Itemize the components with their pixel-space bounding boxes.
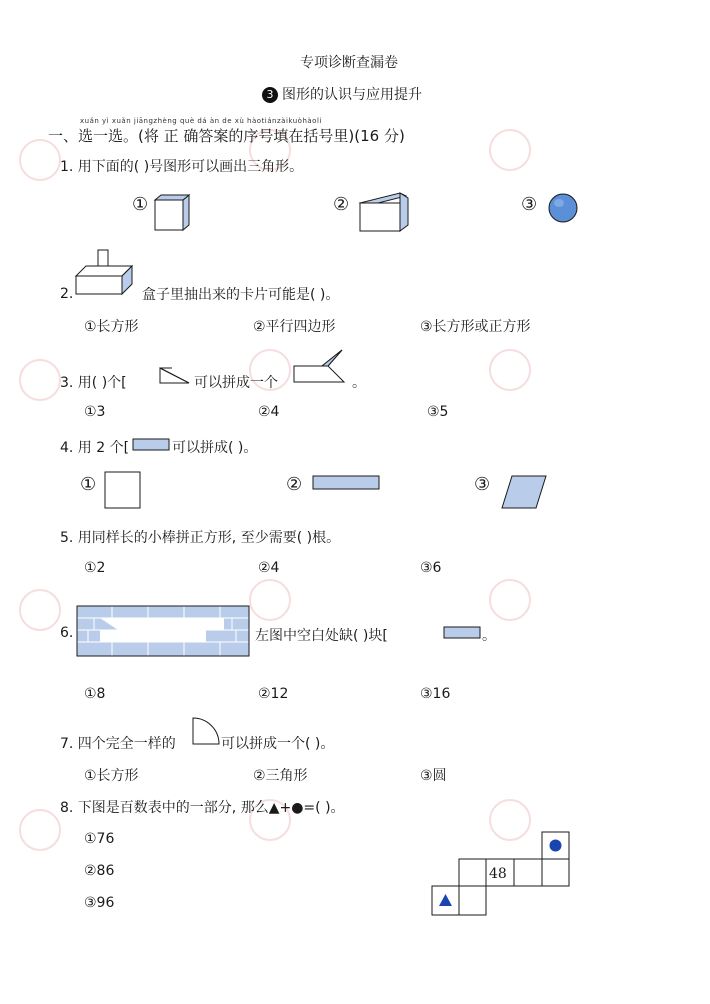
q7-option-1: ①长方形 <box>84 768 139 784</box>
question-6-number: 6. <box>60 625 74 641</box>
q4-option-3: ③ <box>474 474 491 495</box>
composite-shape <box>292 348 352 384</box>
question-2: 盒子里抽出来的卡片可能是( )。 <box>142 287 340 303</box>
question-3-mid: 可以拼成一个 <box>194 375 278 391</box>
q1-option-2: ② <box>333 194 350 215</box>
quarter-circle-shape <box>191 716 221 746</box>
question-2-number: 2. <box>60 286 74 302</box>
heading-pinyin: xuǎn yì xuǎn jiāngzhèng què dá àn de xù hàotiánzàikuòhàoli <box>80 117 322 125</box>
question-3-end: 。 <box>352 375 366 391</box>
triangular-prism-shape <box>358 193 418 233</box>
q3-option-2: ②4 <box>258 404 280 420</box>
q3-option-1: ①3 <box>84 404 106 420</box>
q6-brick <box>442 625 482 641</box>
q4-option-2: ② <box>286 474 303 495</box>
q6-option-1: ①8 <box>84 686 106 702</box>
q1-option-3: ③ <box>521 194 538 215</box>
question-1: 1. 用下面的( )号图形可以画出三角形。 <box>60 159 304 175</box>
q5-option-1: ①2 <box>84 560 106 576</box>
q3-option-3: ③5 <box>427 404 449 420</box>
q6-option-3: ③16 <box>420 686 451 702</box>
question-7-pre: 7. 四个完全一样的 <box>60 736 176 752</box>
unit-number-badge: 3 <box>262 87 278 103</box>
blue-dot-icon <box>550 840 562 852</box>
question-5: 5. 用同样长的小棒拼正方形, 至少需要( )根。 <box>60 530 341 546</box>
page-title: 专项诊断查漏卷 <box>300 55 398 71</box>
question-8: 8. 下图是百数表中的一部分, 那么▲+●=( )。 <box>60 800 345 816</box>
unit-title: 图形的认识与应用提升 <box>282 87 422 103</box>
q6-option-2: ②12 <box>258 686 289 702</box>
q5-option-3: ③6 <box>420 560 442 576</box>
q7-option-3: ③圆 <box>420 768 447 784</box>
q8-option-1: ①76 <box>84 831 115 847</box>
right-triangle-shape <box>158 366 192 386</box>
q2-box-shape <box>74 248 138 298</box>
q1-option-1: ① <box>132 194 149 215</box>
q8-option-2: ②86 <box>84 863 115 879</box>
q4-square <box>103 470 143 510</box>
section-heading: 一、选一选。(将 正 确答案的序号填在括号里)(16 分) <box>48 127 405 145</box>
q4-option-1: ① <box>80 474 97 495</box>
hundred-chart-fragment <box>430 830 590 920</box>
question-4: 可以拼成( )。 <box>172 440 258 456</box>
q4-parallelogram <box>500 474 550 510</box>
q2-option-2: ②平行四边形 <box>253 319 336 335</box>
brick-wall-shape <box>76 605 252 659</box>
question-7: 可以拼成一个( )。 <box>221 736 335 752</box>
cube-shape <box>153 193 193 233</box>
q4-long-rectangle <box>312 475 382 493</box>
q2-option-3: ③长方形或正方形 <box>420 319 531 335</box>
q5-option-2: ②4 <box>258 560 280 576</box>
question-3-pre: 3. 用( )个[ <box>60 375 127 391</box>
unit-title-line <box>262 84 422 104</box>
sphere-shape <box>548 193 582 227</box>
grid-cell-value: 48 <box>489 866 507 882</box>
question-6: 左图中空白处缺( )块[ <box>255 628 388 644</box>
q4-small-rectangle <box>131 437 171 453</box>
question-4-pre: 4. 用 2 个[ <box>60 440 130 456</box>
question-6-end: 。 <box>482 628 496 644</box>
q7-option-2: ②三角形 <box>253 768 308 784</box>
q8-option-3: ③96 <box>84 895 115 911</box>
q2-option-1: ①长方形 <box>84 319 139 335</box>
